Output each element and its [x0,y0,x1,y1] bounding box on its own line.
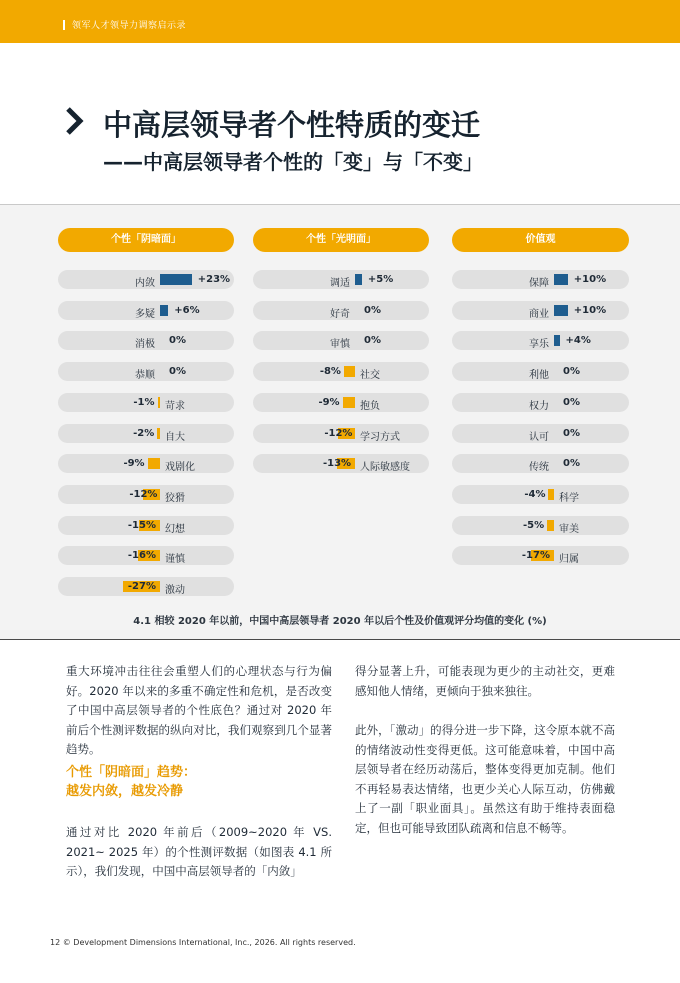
chart-data-label: +10% [573,304,607,316]
chart-data-label: -9% [318,396,340,408]
chart-data-label: -4% [524,488,546,500]
chart-category-label: 科学 [559,492,579,504]
chart-data-label: 0% [563,366,580,378]
page-footer [50,938,356,947]
chart-category-label: 享乐 [529,339,549,351]
chart-row [58,485,234,504]
chart-bar-increase [554,335,560,346]
chart-data-label: +4% [565,335,591,347]
chart-data-label: 0% [364,304,381,316]
chart-row [253,424,429,443]
chart-row [452,331,629,350]
chart-category-label: 社交 [360,370,380,382]
section-heading-line2: 越发内敛，越发冷静 [66,784,184,799]
chart-group-header: 个性「光明面」 [253,228,429,252]
chart-category-label: 人际敏感度 [360,462,410,474]
page-number: 12 [50,938,61,947]
chart-row [253,362,429,381]
chart-row [58,301,234,320]
section-heading-line1: 个性「阴暗面」趋势： [66,765,197,780]
chart-bar-increase [554,274,568,285]
chart-category-label: 激动 [165,585,185,596]
chart-data-label: 0% [364,335,381,347]
chart-row [253,301,429,320]
chart-row [253,270,429,289]
chart-bar-increase [554,305,568,316]
page-subtitle: ——中高层领导者个性的「变」与「不变」 [103,150,483,174]
chart-category-label: 消极 [135,339,155,351]
chart-category-label: 权力 [529,400,549,412]
chart-bar-decrease [158,397,161,408]
chart-category-label: 幻想 [165,523,185,535]
chart-bar-increase [160,305,168,316]
chart-category-label: 谨慎 [165,554,185,566]
paragraph-continued: 得分显著上升，可能表现为更少的主动社交，更难感知他人情绪，更倾向于独来独往。 [355,664,615,698]
paragraph-trend: 通过对比 2020 年前后（2009~2020 年 VS. 2021~ 2025 年）的个性测评数据（如图表 4.1 所示），我们发现，中国中高层领导者的「内敛」 [66,825,332,878]
chart-row [452,301,629,320]
paragraph-emotion: 此外，「激动」的得分进一步下降，这令原本就不高的情绪波动性变得更低。这可能意味着，中国中高层领导者在经历动荡后，整体变得更加克制。他们不再轻易表达情绪，也更少关心人际互动，仿佛戴上了一副「职业面具」。虽然这有助于维持表面稳定，但也可能导致团队疏离和信息不畅等。 [355,723,615,835]
chart-row [58,393,234,412]
chart-data-label: +5% [367,274,394,285]
top-header-bar [0,0,680,43]
chart-bar-increase [160,274,192,285]
page-title: 中高层领导者个性特质的变迁 [103,108,481,142]
chart-bar-decrease [157,428,160,439]
chart-category-label: 学习方式 [360,431,400,443]
copyright-text: © Development Dimensions International, Inc., 2026. All rights reserved. [62,938,356,947]
chart-row [452,393,629,412]
chart-row [452,362,629,381]
chart-category-label: 传统 [529,462,549,474]
chart-row [452,485,629,504]
chart-data-label: +23% [197,274,231,285]
chart-group-header: 个性「阴暗面」 [58,228,234,252]
running-title: 领军人才领导力调察启示录 [72,21,187,31]
chart-data-label: 0% [563,458,580,470]
chart-data-label: -5% [522,519,545,531]
chart-data-label: -12% [324,427,353,439]
chart-category-label: 狡猾 [165,492,185,504]
chevron-right-icon [64,106,86,136]
chart-row [452,516,629,535]
chart-row [253,331,429,350]
chart-category-label: 多疑 [135,308,155,320]
chart-row [452,546,629,565]
chart-category-label: 抱负 [360,400,380,412]
chart-data-label: -15% [127,519,156,531]
chart-category-label: 保障 [529,278,549,289]
chart-category-label: 商业 [529,308,549,320]
chart-category-label: 好奇 [330,308,350,320]
chart-group-header: 价值观 [452,228,629,252]
chart-bar-decrease [148,458,160,469]
chart-data-label: -9% [123,458,145,470]
chart-category-label: 恭顺 [135,370,155,382]
chart-data-label: -16% [127,550,156,562]
chart-category-label: 审慎 [330,339,350,351]
chart-category-label: 戏剧化 [165,462,195,474]
chart-row [253,454,429,473]
chart-bar-decrease [344,366,355,377]
chart-data-label: 0% [563,427,580,439]
chart-category-label: 认可 [529,431,549,443]
chart-data-label: 0% [563,396,580,408]
chart-row [452,454,629,473]
chart-data-label: -17% [521,550,550,562]
chart-data-label: -8% [319,366,341,378]
chart-data-label: -2% [133,427,155,439]
chart-category-label: 归属 [559,554,579,566]
chart-data-label: -13% [322,458,352,470]
chart-row [58,454,234,473]
chart-row [58,362,234,381]
chart-data-label: -1% [133,396,155,408]
chart-category-label: 内敛 [135,278,155,289]
header-divider-mark [63,20,65,30]
chart-row [452,424,629,443]
chart-category-label: 自大 [165,431,185,443]
chart-data-label: 0% [169,335,186,347]
chart-category-label: 苛求 [165,400,185,412]
chart-data-label: -27% [127,581,156,592]
chart-row [58,270,234,289]
chart-category-label: 审美 [559,523,579,535]
chart-row [58,516,234,535]
chart-data-label: +10% [573,274,607,285]
chart-data-label: +6% [174,304,200,316]
chart-bar-increase [355,274,362,285]
chart-row [58,577,234,596]
chart-bar-decrease [548,489,554,500]
chart-bar-decrease [547,520,554,531]
section-heading [66,763,196,801]
chart-category-label: 调适 [330,278,350,289]
chart-bar-decrease [343,397,355,408]
chart-category-label: 利他 [529,370,549,382]
chart-data-label: 0% [169,366,186,378]
chart-row [58,331,234,350]
paragraph-intro: 重大环境冲击往往会重塑人们的心理状态与行为偏好。2020 年以来的多重不确定性和危机，是否改变了中国中高层领导者的个性底色？通过对 2020 年前后个性测评数据的纵向对比，我们观察到几个显著趋势。 [66,664,332,756]
chart-row [452,270,629,289]
chart-data-label: -12% [129,488,158,500]
chart-row [58,424,234,443]
chart-row [58,546,234,565]
chart-row [253,393,429,412]
chart-caption: 4.1 相较 2020 年以前，中国中高层领导者 2020 年以后个性及价值观评分均值的变化 (%) [133,616,547,627]
